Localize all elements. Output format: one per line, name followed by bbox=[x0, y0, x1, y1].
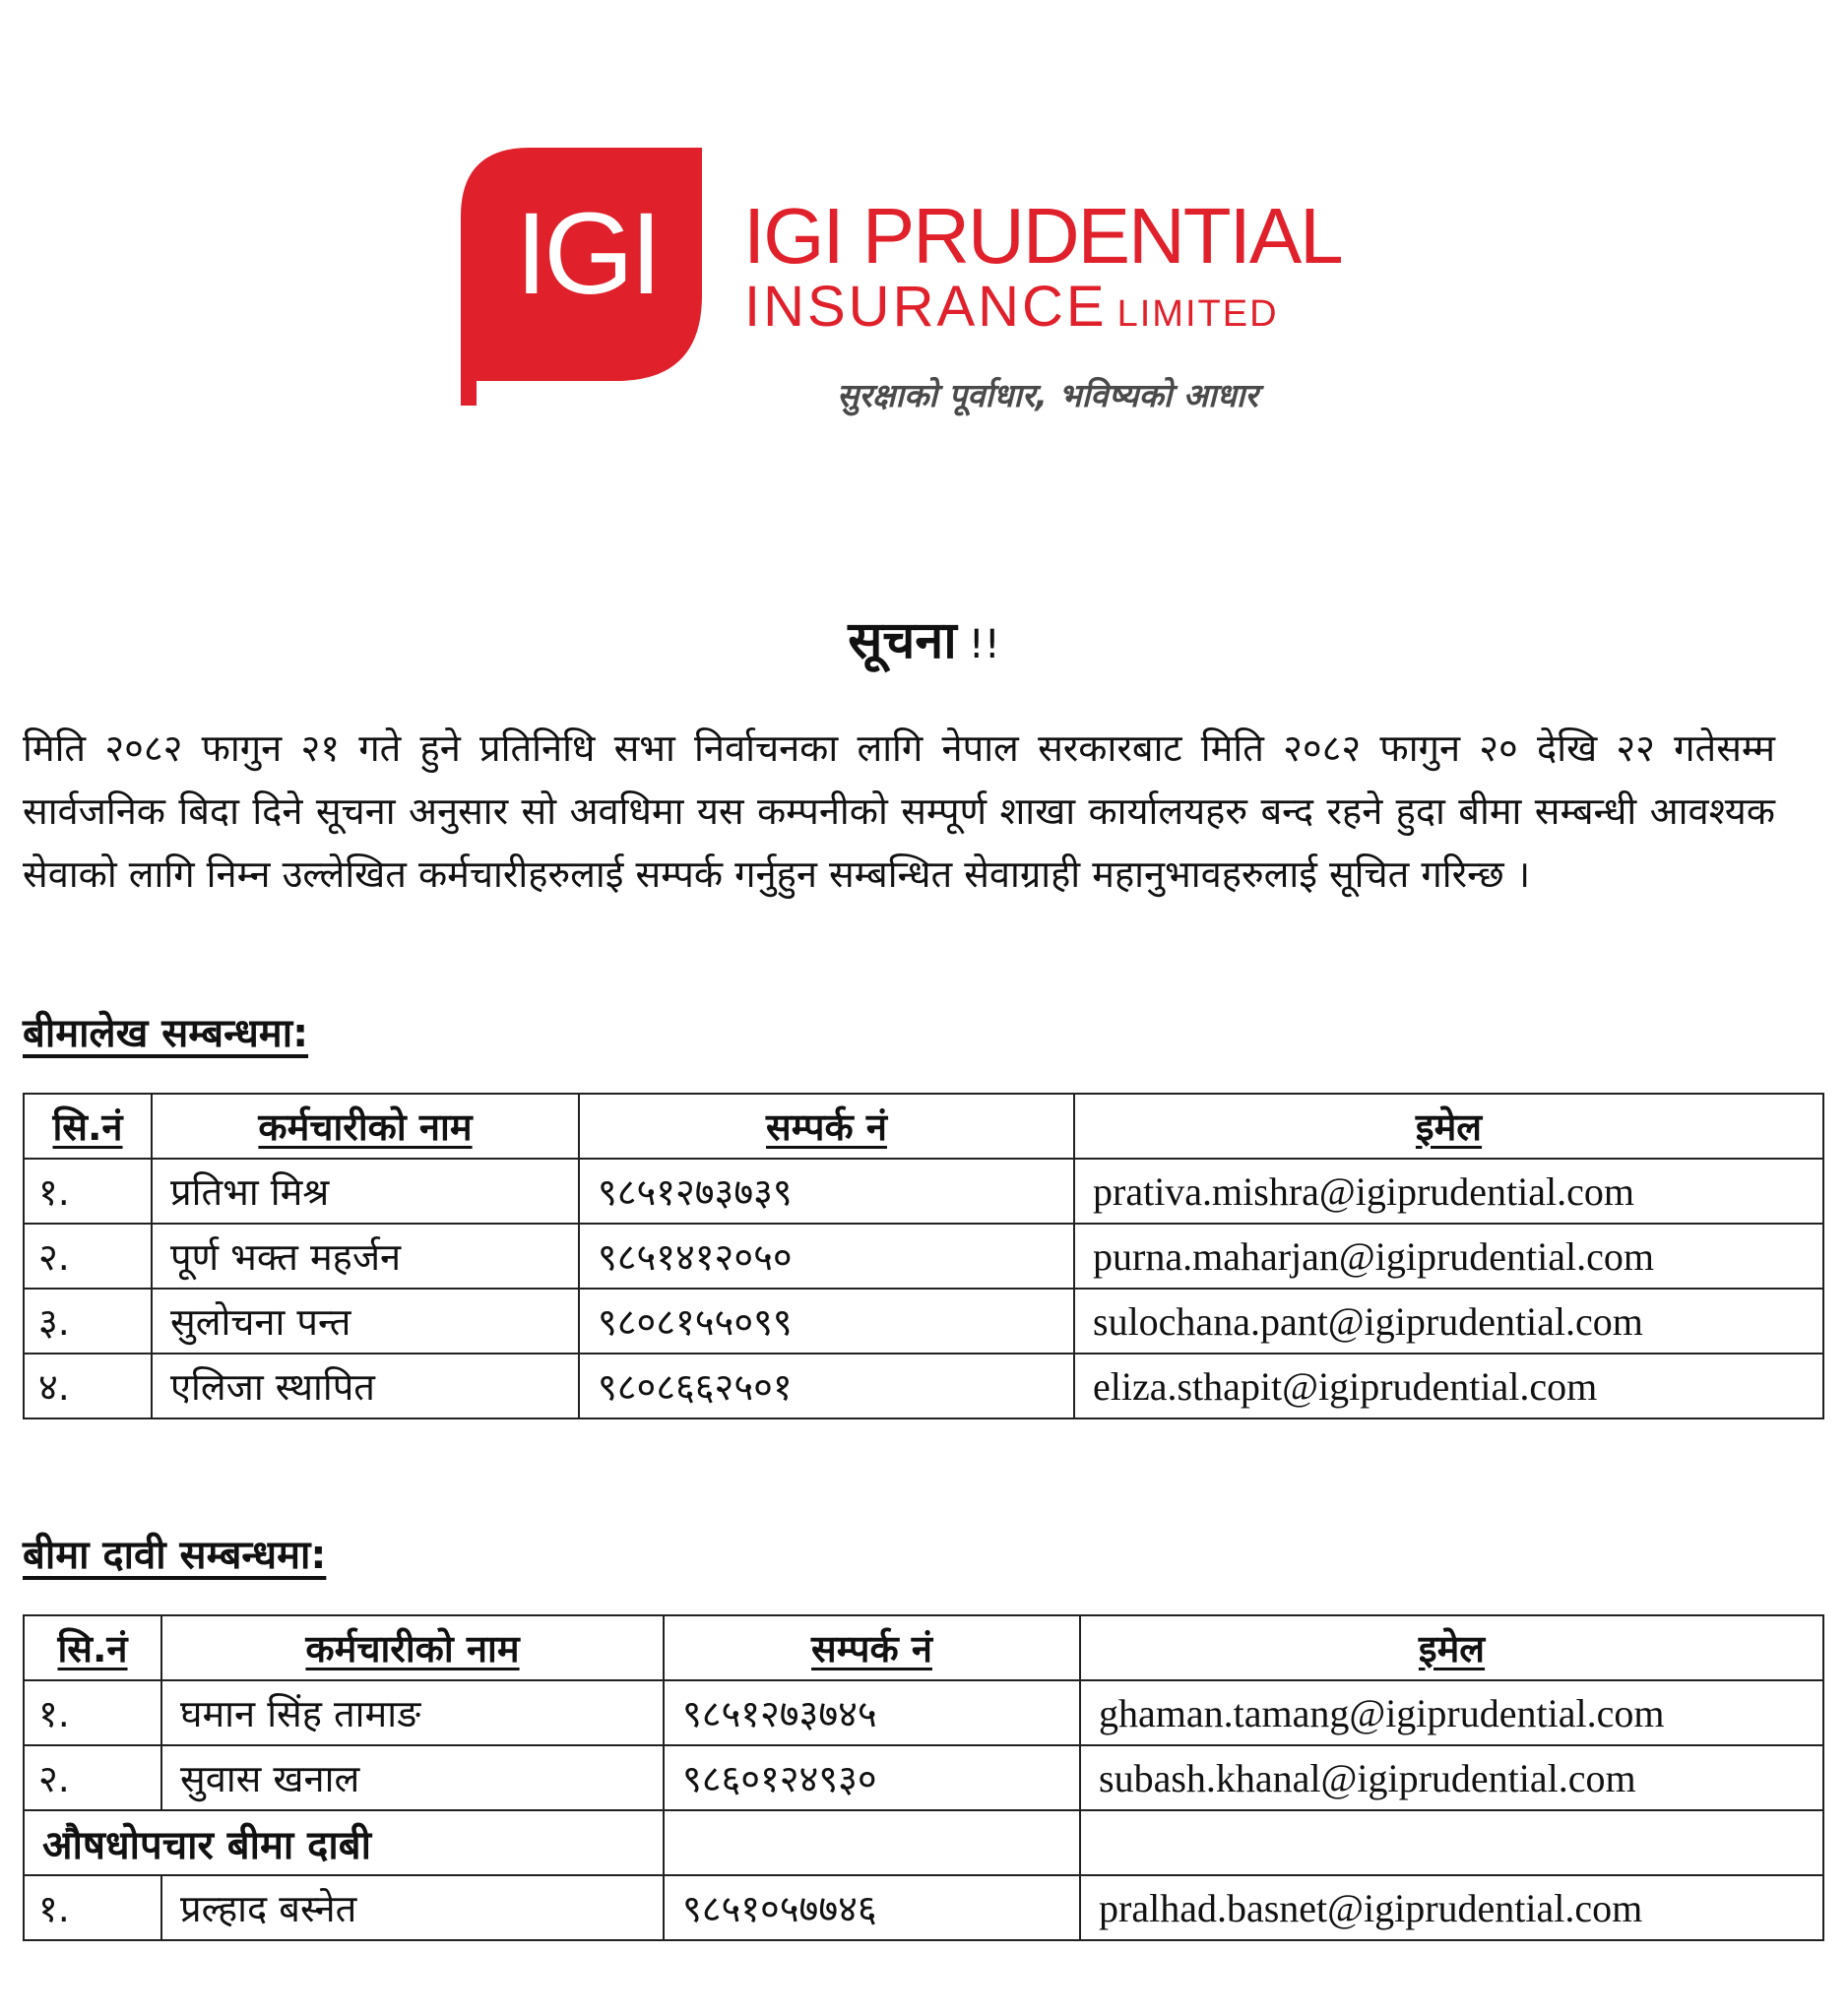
notice-body: मिति २०८२ फागुन २१ गते हुने प्रतिनिधि सभा निर्वाचनका लागि नेपाल सरकारबाट मिति २०८२ फागुन २० देखि २२ गतेसम्म सार्वजनिक बिदा दिने सूचना अनुसार सो अवधिमा यस कम्पनीको सम्पूर्ण शाखा कार्यालयहरु बन्द रहने हुदा बीमा सम्बन्धी आवश्यक सेवाको लागि निम्न उल्लेखित कर्मचारीहरुलाई सम्पर्क गर्नुहुन सम्बन्धित सेवाग्राही महानुभावहरुलाई सूचित गरिन्छ । bbox=[23, 726, 1775, 896]
employee-name: सुलोचना पन्त bbox=[152, 1289, 579, 1354]
table-row bbox=[24, 1224, 1823, 1289]
employee-name: प्रल्हाद बस्नेत bbox=[161, 1875, 664, 1940]
notice-title-text: सूचना bbox=[848, 611, 957, 670]
employee-name: पूर्ण भक्त महर्जन bbox=[152, 1224, 579, 1289]
claim-section-heading: बीमा दावी सम्बन्धमा: bbox=[23, 1533, 327, 1578]
phone-number: ९८५१२७३७३९ bbox=[579, 1159, 1074, 1224]
column-header: सि.नं bbox=[24, 1094, 152, 1159]
table-row bbox=[24, 1159, 1823, 1224]
medical-claim-subheading: औषधोपचार बीमा दाबी bbox=[24, 1810, 664, 1875]
column-header: सि.नं bbox=[24, 1615, 161, 1680]
employee-name: एलिजा स्थापित bbox=[152, 1354, 579, 1418]
company-name-insurance: INSURANCE bbox=[744, 275, 1108, 339]
phone-number: ९८५१२७३७४५ bbox=[664, 1680, 1080, 1745]
column-header: इमेल bbox=[1074, 1094, 1823, 1159]
employee-name: प्रतिभा मिश्र bbox=[152, 1159, 579, 1224]
notice-title-suffix: !! bbox=[968, 622, 1000, 667]
phone-number: ९८०८६६२५०१ bbox=[579, 1354, 1074, 1418]
serial-number: २. bbox=[24, 1745, 161, 1810]
table-row bbox=[24, 1680, 1823, 1745]
phone-number: ९८५१४१२०५० bbox=[579, 1224, 1074, 1289]
company-name-line2 bbox=[744, 275, 1279, 339]
company-tagline: सुरक्षाको पूर्वाधार, भविष्यको आधार bbox=[837, 376, 1258, 414]
policy-contacts-table bbox=[23, 1093, 1824, 1419]
company-logo-leaf bbox=[461, 148, 702, 406]
policy-section-heading: बीमालेख सम्बन्धमा: bbox=[23, 1011, 309, 1056]
email-address[interactable]: ghaman.tamang@igiprudential.com bbox=[1080, 1680, 1823, 1745]
claim-contacts-table bbox=[23, 1614, 1824, 1941]
phone-number: ९८६०१२४९३० bbox=[664, 1745, 1080, 1810]
medical-claim-subheading-row bbox=[24, 1810, 1823, 1875]
column-header: कर्मचारीको नाम bbox=[152, 1094, 579, 1159]
table-row bbox=[24, 1354, 1823, 1418]
email-address[interactable]: sulochana.pant@igiprudential.com bbox=[1074, 1289, 1823, 1354]
table-header-row bbox=[24, 1094, 1823, 1159]
column-header: सम्पर्क नं bbox=[579, 1094, 1074, 1159]
table-row bbox=[24, 1289, 1823, 1354]
empty-cell bbox=[1080, 1810, 1823, 1875]
serial-number: २. bbox=[24, 1224, 152, 1289]
serial-number: १. bbox=[24, 1680, 161, 1745]
column-header: कर्मचारीको नाम bbox=[161, 1615, 664, 1680]
phone-number: ९८०८१५५०९९ bbox=[579, 1289, 1074, 1354]
company-name-line1: IGI PRUDENTIAL bbox=[743, 192, 1342, 280]
phone-number: ९८५१०५७७४६ bbox=[664, 1875, 1080, 1940]
serial-number: १. bbox=[24, 1875, 161, 1940]
table-row bbox=[24, 1745, 1823, 1810]
table-header-row bbox=[24, 1615, 1823, 1680]
logo-mark-text: IGI bbox=[515, 189, 659, 319]
email-address[interactable]: purna.maharjan@igiprudential.com bbox=[1074, 1224, 1823, 1289]
company-name-limited: LIMITED bbox=[1116, 293, 1279, 335]
email-address[interactable]: eliza.sthapit@igiprudential.com bbox=[1074, 1354, 1823, 1418]
table-row bbox=[24, 1875, 1823, 1940]
email-address[interactable]: prativa.mishra@igiprudential.com bbox=[1074, 1159, 1823, 1224]
employee-name: सुवास खनाल bbox=[161, 1745, 664, 1810]
serial-number: ३. bbox=[24, 1289, 152, 1354]
notice-title bbox=[0, 611, 1848, 670]
empty-cell bbox=[664, 1810, 1080, 1875]
email-address[interactable]: pralhad.basnet@igiprudential.com bbox=[1080, 1875, 1823, 1940]
email-address[interactable]: subash.khanal@igiprudential.com bbox=[1080, 1745, 1823, 1810]
serial-number: ४. bbox=[24, 1354, 152, 1418]
column-header: सम्पर्क नं bbox=[664, 1615, 1080, 1680]
serial-number: १. bbox=[24, 1159, 152, 1224]
column-header: इमेल bbox=[1080, 1615, 1823, 1680]
employee-name: घमान सिंह तामाङ bbox=[161, 1680, 664, 1745]
